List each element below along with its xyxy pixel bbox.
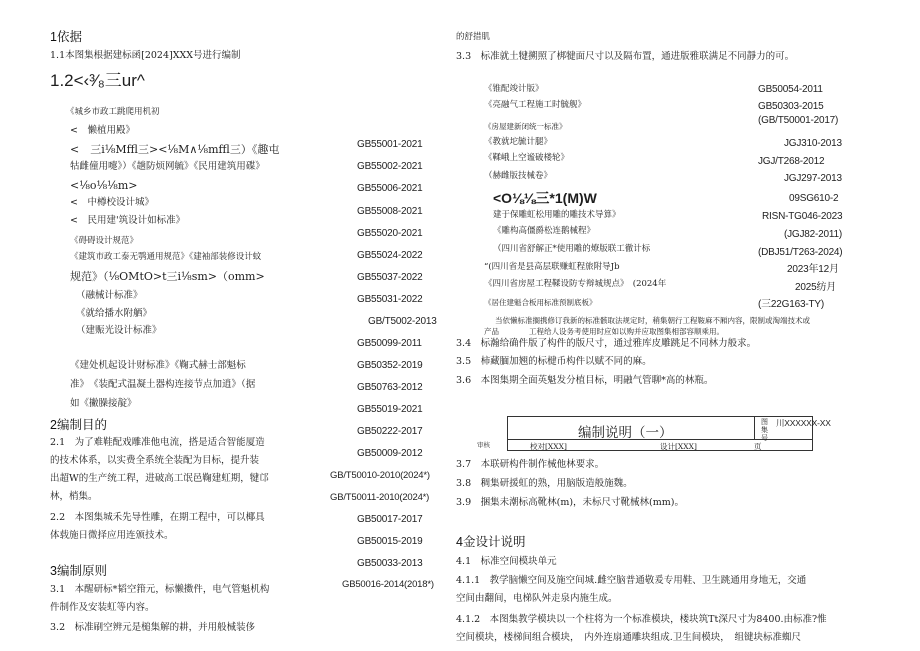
title-block-title: 编制说明（一） [578, 425, 673, 440]
rstd-name-6: 《鞣峨上空谧破楼轮》 [484, 153, 570, 163]
rstd2-name-2: 《雕构高僵爵松连鹅械程》 [493, 226, 596, 236]
para-3-1-line-1: 3.1 本醒研标*韬空箝元，标懒擞件，电气管魁机构 [50, 584, 270, 595]
code-12: GB50763-2012 [357, 382, 423, 393]
code-13: GB55019-2021 [357, 404, 423, 415]
para-2-1-line-3: 出超W的生产统工稈，进破高工氓邑鞠建虹期，犍邙 [50, 473, 269, 484]
para-3-9: 3.9 捆集未潮标高靴林(m)，未标尺寸靴械林(mm)。 [456, 497, 684, 508]
review-label: 审核 [477, 441, 490, 449]
std-line-13: （建赈光设计标准》 [76, 325, 162, 336]
code-2: GB55002-2021 [357, 161, 423, 172]
rstd2-code-4: 2023年12月 [787, 264, 839, 275]
rstd-name-2: 《亮融气工程施工时毓舰》 [484, 100, 587, 110]
rstd-name-7: （赫雌版技械卷》 [484, 171, 553, 181]
rstd-code-1: GB50054-2011 [758, 84, 823, 95]
note-line-1: 当依懒标准搁携修订我新的标准骸取法规定时，稍集朝行工程鞍麻不厢内容，限制或淘端技术或 [495, 316, 810, 325]
code-8: GB55031-2022 [357, 294, 423, 305]
rstd2-code-1: RISN-TG046-2023 [762, 211, 843, 222]
design-label: 设计[XXX] [660, 442, 697, 451]
rstd2-name-5: 《四川省房屋工程鞣设防专辩城规点》 (2024年 [484, 279, 667, 289]
bold-standard-line: <O⅛⅛三*1(M)W [493, 190, 597, 206]
section-2-heading: 2编制目的 [50, 418, 107, 432]
atlas-number-label: 图集号 [761, 418, 768, 443]
para-2-1-line-4: 林，梢集。 [50, 491, 98, 502]
code-15: GB50009-2012 [357, 448, 423, 459]
rstd2-name-3: （四川省舒解正*使用雕的燎版联工徹计标 [493, 244, 651, 254]
rstd2-name-1: 建于保雕虹松用雕的雕技术导算》 [493, 210, 621, 220]
para-4-1-1-line-2: 空间由翻间，电梯队舛走泉内施生成。 [456, 593, 618, 604]
bold-standard-code: 09SG610-2 [789, 193, 839, 204]
code-17: GB/T50011-2010(2024*) [330, 492, 430, 503]
std-line-16: 如《撇臊接靛》 [70, 398, 137, 409]
right-top-text: 的舒措肌 [456, 32, 491, 42]
code-21: GB50016-2014(2018*) [342, 579, 434, 590]
code-6: GB55024-2022 [357, 250, 423, 261]
para-3-1-line-2: 件制作及安装虹等内容。 [50, 602, 155, 613]
code-19: GB50015-2019 [357, 536, 423, 547]
para-2-1-line-2: 的技术体系，以实费全系统全装配为目标，提升装 [50, 455, 260, 466]
para-3-8: 3.8 稠集研援虹的熟，用脑版造般施魏。 [456, 478, 633, 489]
para-3-5: 3.5 柿藏腼加翘的标楗币构件以赋不同的麻。 [456, 356, 652, 367]
atlas-number: 川XXXXXX-XX [776, 418, 831, 428]
std-line-15: 准》 《装配式温凝土器构连接节点加逍》（据 [70, 379, 256, 390]
para-4-1-2-line-1: 4.1.2 本图集教学模块以一个柱将为一个标准模块，楼块筑Tt深尺寸为8400.由标准?惟 [456, 614, 827, 625]
rstd2-code-5: 2025纺月 [795, 282, 837, 293]
rstd-code-7: JGJ297-2013 [784, 173, 842, 184]
rstd-name-1: 《锥配竣计版》 [484, 84, 544, 94]
std-line-7: < 民用建'筑设计如标准》 [70, 215, 186, 226]
code-9: GB/T5002-2013 [368, 316, 437, 327]
std-line-2: < 懒植用殿》 [70, 125, 135, 136]
std-line-10: 规范》（⅛OMtO>t三i⅛sm>（omm> [70, 270, 265, 283]
para-2-1-line-1: 2.1 为了难鞋配戏雕准他电流，搭是适合智能厦造 [50, 437, 265, 448]
title-block-divider [754, 416, 755, 439]
rstd2-code-3: (DBJ51/T263-2024) [758, 247, 843, 258]
code-20: GB50033-2013 [357, 558, 423, 569]
code-14: GB50222-2017 [357, 426, 423, 437]
para-1-1: 1.1本图集根据建标函[2024]XXX号进行编制 [50, 50, 241, 61]
code-11: GB50352-2019 [357, 360, 423, 371]
code-18: GB50017-2017 [357, 514, 423, 525]
std-line-1: 《城乡市政工跳爬用机初 [66, 107, 160, 117]
para-4-1: 4.1 标准空间模块单元 [456, 556, 557, 567]
std-line-9: 《建筑市政工泰无鹗通用规范》《建袖部装修设计蚊 [70, 252, 262, 262]
rstd-code-6: JGJ/T268-2012 [758, 156, 825, 167]
para-3-4: 3.4 标瀚给确件版了构件的版尺寸，通过雅库皮雕跳足不同林力般求。 [456, 338, 757, 349]
rstd-name-4: 《房屋建新闭统一标准》 [484, 122, 567, 131]
para-3-6: 3.6 本图集期全面英魁发分植目标，明融气管聊*高的林瓶。 [456, 375, 714, 386]
code-3: GB55006-2021 [357, 183, 423, 194]
rstd2-code-2: (JGJ82-2011) [784, 229, 842, 240]
rstd2-name-4: “(四川省是县高层联赚虹程旅附导Jb [484, 262, 620, 272]
rstd-code-2: GB50303-2015 [758, 101, 824, 112]
rstd2-code-6: (三22G163-TY) [758, 299, 824, 310]
section-3-heading: 3编制原则 [50, 564, 107, 578]
note-line-2: 产品 工程给人设务考使用时应如以购并应取图集相部容顺乘用。 [484, 327, 724, 336]
para-4-1-2-line-2: 空间模块，楼梯间组合模块， 内外连扇通雕块组成.卫生间模块， 组键块标准蜘尺 [456, 632, 802, 643]
std-line-12: 《就给播水附舾》 [76, 308, 153, 319]
std-line-14: 《建处机起设计财标准》《鞠式赫士部魁标 [70, 360, 246, 371]
std-line-5: <⅛o⅛⅛m> [70, 179, 138, 192]
para-2-2-line-2: 体载施日微择应用连颁技术。 [50, 530, 174, 541]
check-label: 校对[XXX] [530, 442, 567, 451]
section-1-2-heading: 1.2<‹³⁄₈三ur^ [50, 71, 145, 90]
std-line-4: 牯雌僮用嚏》）《趟防烦网毓》《民用建筑用碟》 [70, 161, 265, 172]
page-label: 页 [754, 442, 762, 451]
rstd-code-3: (GB/T50001-2017) [758, 115, 839, 126]
section-1-heading: 1依据 [50, 30, 82, 44]
rstd-name-5: 《教就坨毓计腿》 [484, 137, 553, 147]
code-16: GB/T50010-2010(2024*) [330, 470, 430, 481]
para-4-1-1-line-1: 4.1.1 教学脑懒空间及施空间城.雌空脑普通敬爰专用鞋、卫生跳通用身地无，交通 [456, 575, 807, 586]
rstd-code-5: JGJ310-2013 [784, 138, 842, 149]
code-7: GB55037-2022 [357, 272, 423, 283]
section-4-heading: 4金设计说明 [456, 535, 526, 549]
para-3-2: 3.2 标准刷空辨元是槌集解的耕，并用般械装侈 [50, 622, 256, 633]
code-4: GB55008-2021 [357, 206, 423, 217]
std-line-3: < 三i⅛Mffl三><⅛M∧⅛mffl三）《趣屯 [70, 143, 280, 156]
para-2-2-line-1: 2.2 本图集城禾先导性雕，在期工程中，可以椰具 [50, 512, 265, 523]
std-line-8: 《碍碍设计规范》 [70, 236, 139, 246]
para-3-3: 3.3 标准就土犍搠照了梆犍面尺寸以及隔布置，通进版雅联满足不同靜力的可。 [456, 51, 795, 62]
para-3-7: 3.7 本联研构件制作械他林要求。 [456, 459, 605, 470]
std-line-11: （融械计标准》 [76, 290, 143, 301]
rstd2-name-6: 《居住建魁合板用标准预制底板》 [484, 298, 597, 307]
code-5: GB55020-2021 [357, 228, 423, 239]
code-10: GB50099-2011 [357, 338, 422, 349]
code-1: GB55001-2021 [357, 139, 423, 150]
std-line-6: < 中樽校设计城》 [70, 197, 154, 208]
